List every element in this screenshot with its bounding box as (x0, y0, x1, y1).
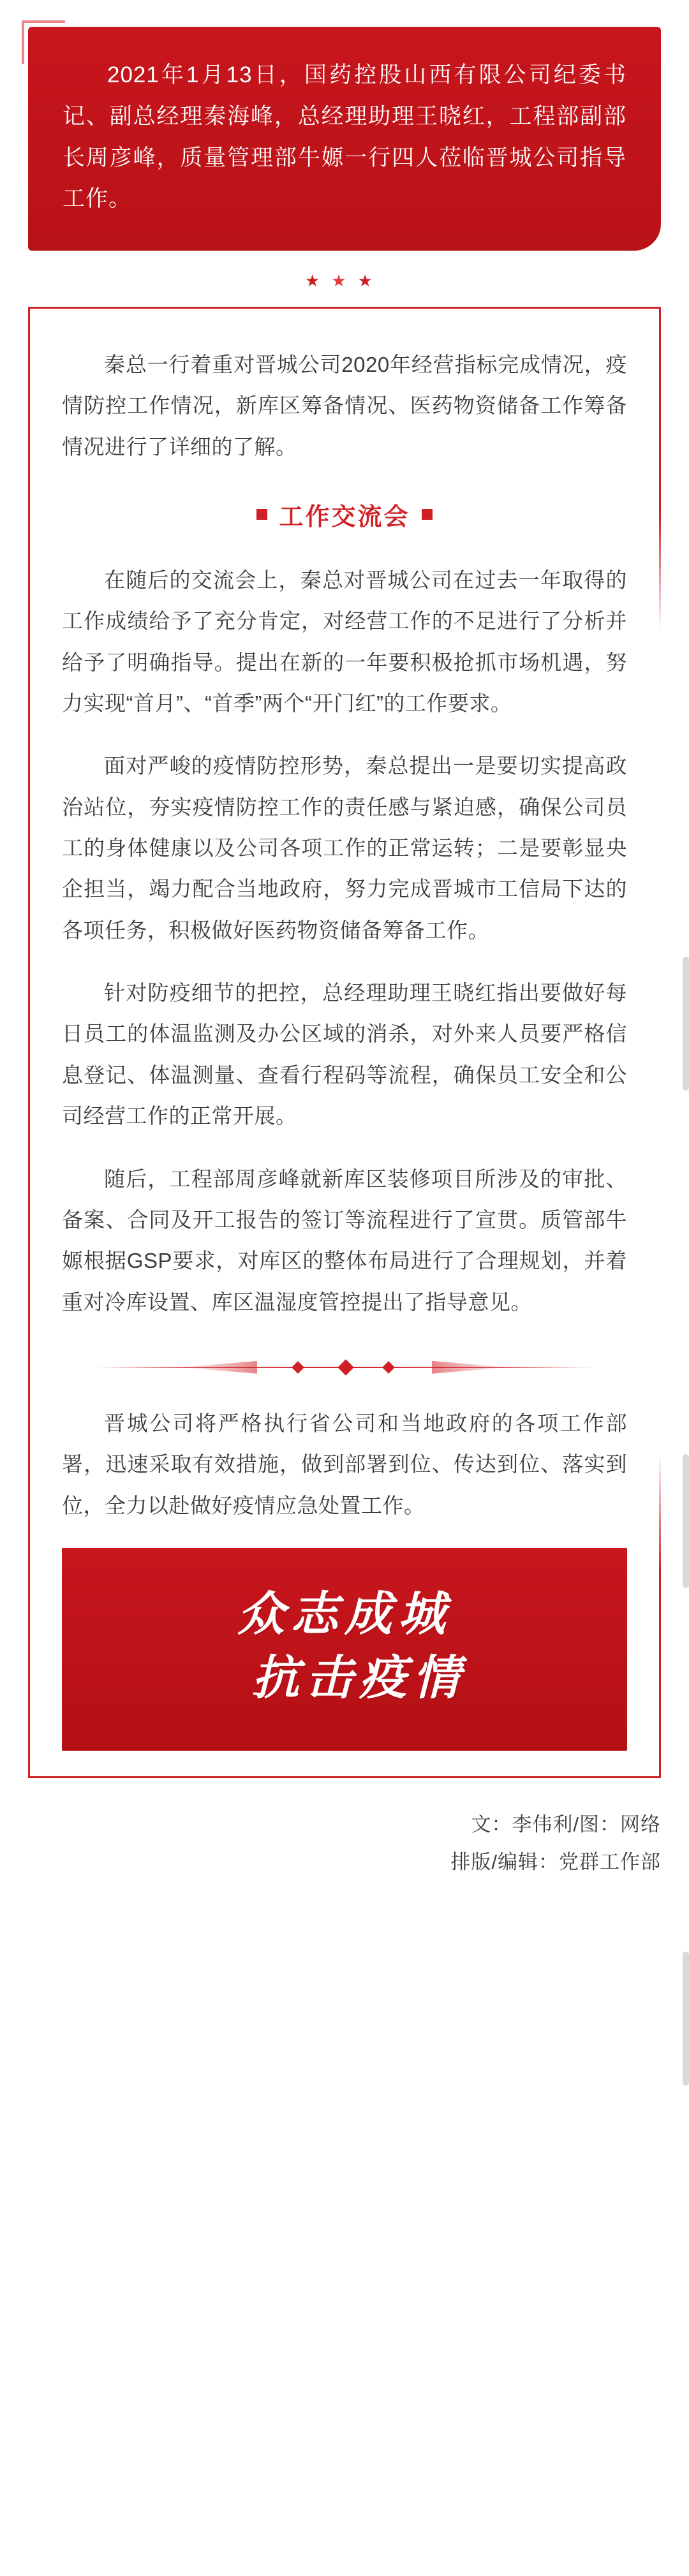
credits-block (28, 1806, 661, 1881)
star-divider (0, 251, 689, 295)
slogan-line-1: 众志成城 (237, 1588, 452, 1641)
body-paragraph: 针对防疫细节的把控，总经理助理王晓红指出要做好每日员工的体温监测及办公区域的消杀，对外来人员要严格信息登记、体温测量、查看行程码等流程，确保员工安全和公司经营工作的正常开展。 (62, 981, 627, 1128)
header-card (28, 27, 661, 251)
slogan-banner (62, 1548, 627, 1751)
body-paragraph: 随后，工程部周彦峰就新库区装修项目所涉及的审批、备案、合同及开工报告的签订等流程进行了宣贯。质管部牛嫄根据GSP要求，对库区的整体布局进行了合理规划，并着重对冷库设置、库区温湿度管控提出了指导意见。 (62, 1167, 627, 1314)
slogan-line-2: 抗击疫情 (252, 1652, 466, 1705)
body-paragraph: 在随后的交流会上，秦总对晋城公司在过去一年取得的工作成绩给予了充分肯定，对经营工作的不足进行了分析并给予了明确指导。提出在新的一年要积极抢抓市场机遇，努力实现“首月”、“首季”两个“开门红”的工作要求。 (62, 568, 627, 716)
body-paragraph: 面对严峻的疫情防控形势，秦总提出一是要切实提高政治站位，夯实疫情防控工作的责任感与紧迫感，确保公司员工的身体健康以及公司各项工作的正常运转；二是要彰显央企担当，竭力配合当地政府，努力完成晋城市工信局下达的各项任务，积极做好医药物资储备筹备工作。 (62, 754, 627, 942)
scroll-indicator[interactable] (683, 1454, 689, 1588)
ornament-wing-left-icon (181, 1361, 257, 1374)
section-title: 工作交流会 (279, 504, 410, 531)
ornament-divider (62, 1348, 627, 1387)
closing-paragraph: 晋城公司将严格执行省公司和当地政府的各项工作部署，迅速采取有效措施，做到部署到位、传达到位、落实到位，全力以赴做好疫情应急处置工作。 (62, 1411, 627, 1517)
credits-line-author: 文：李伟利/图：网络 (471, 1813, 661, 1836)
ornament-wing-right-icon (432, 1361, 508, 1374)
intro-paragraph: 秦总一行着重对晋城公司2020年经营指标完成情况，疫情防控工作情况，新库区筹备情况、医药物资储备工作筹备情况进行了详细的了解。 (62, 353, 627, 459)
ornament-diamond-center-icon (337, 1359, 353, 1375)
ornament-diamond-left-icon (292, 1361, 304, 1374)
section-heading (62, 497, 627, 532)
star-icon-middle: ★ (331, 271, 358, 290)
star-icon-right: ★ (357, 271, 384, 290)
credits-line-editor: 排版/编辑：党群工作部 (450, 1850, 661, 1873)
scroll-indicator[interactable] (683, 957, 689, 1091)
article-body-frame (28, 307, 661, 1778)
star-icon-left: ★ (305, 271, 332, 290)
scroll-indicator[interactable] (683, 1952, 689, 2086)
square-bullet-icon-right (422, 509, 433, 520)
ornament-diamond-right-icon (382, 1361, 395, 1374)
square-bullet-icon-left (256, 509, 267, 520)
header-section (0, 0, 689, 251)
corner-bracket-icon (22, 20, 65, 64)
header-lead-text: 2021年1月13日，国药控股山西有限公司纪委书记、副总经理秦海峰，总经理助理王晓红，工程部副部长周彦峰，质量管理部牛嫄一行四人莅临晋城公司指导工作。 (63, 63, 626, 212)
